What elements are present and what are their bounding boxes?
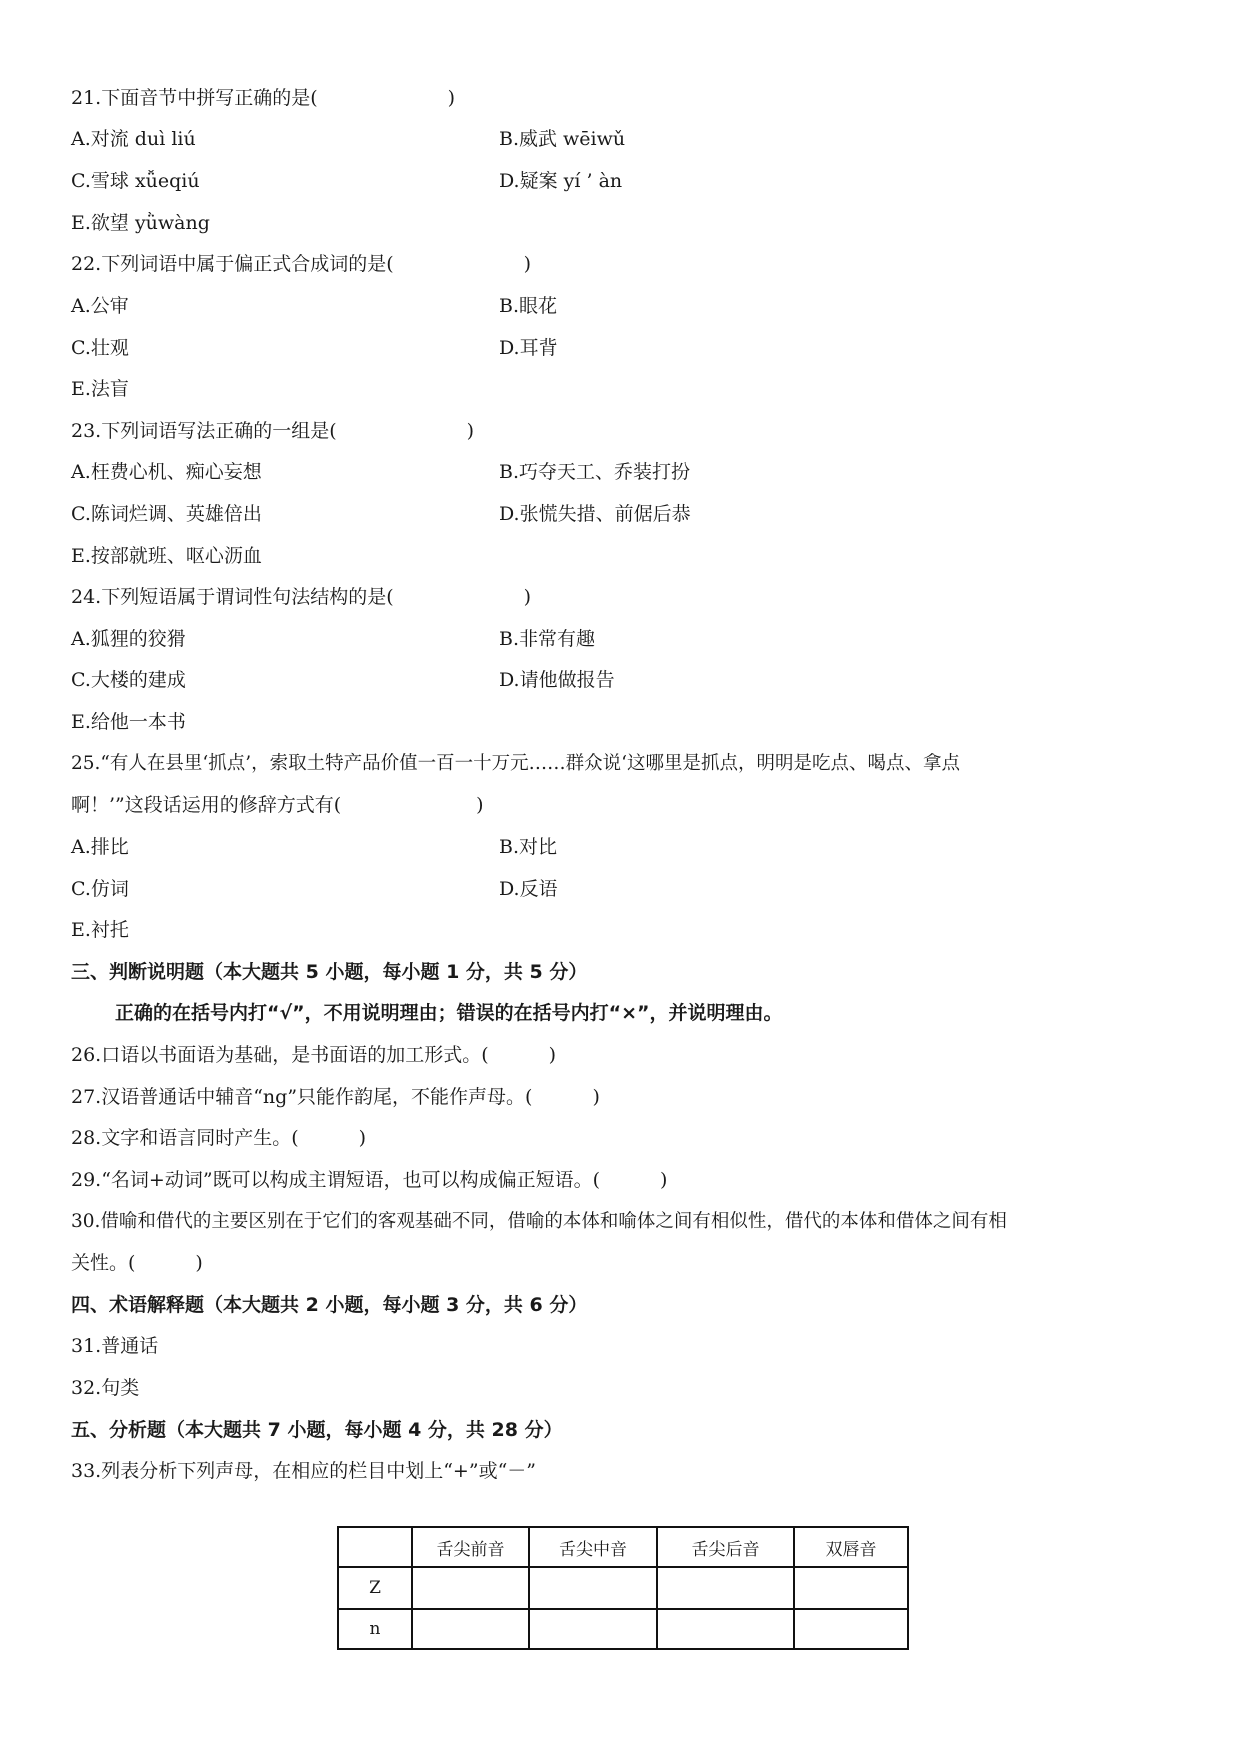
- q25-option-a: A.排比: [71, 836, 129, 858]
- question-23-text: 23.下列词语写法正确的一组是(: [71, 420, 337, 442]
- table-cell[interactable]: [412, 1567, 529, 1609]
- question-24-text: 24.下列短语属于谓词性句法结构的是(: [71, 586, 394, 608]
- q24-option-d: D.请他做报告: [499, 669, 615, 691]
- table-header-row: [338, 1527, 908, 1567]
- question-28-close-paren: ): [358, 1127, 367, 1149]
- q22-option-c: C.壮观: [71, 337, 129, 359]
- table-cell[interactable]: [529, 1609, 657, 1649]
- q25-option-e: E.衬托: [71, 919, 129, 941]
- question-23-close-paren: ): [466, 420, 475, 442]
- question-24-close-paren: ): [523, 586, 532, 608]
- q21-option-e: E.欲望 yǜwàng: [71, 212, 210, 234]
- section-3-title: 三、判断说明题（本大题共 5 小题，每小题 1 分，共 5 分）: [71, 961, 588, 983]
- table-row-label: Z: [338, 1567, 412, 1609]
- q22-option-a: A.公审: [71, 295, 129, 317]
- question-32: 32.句类: [71, 1377, 140, 1399]
- question-26-text: 26.口语以书面语为基础，是书面语的加工形式。(: [71, 1044, 489, 1066]
- table-header-cell: 舌尖后音: [657, 1527, 794, 1567]
- table-cell[interactable]: [412, 1609, 529, 1649]
- question-25-stem-line-1: 25.“有人在县里‘抓点’，索取土特产品价值一百一十万元……群众说‘这哪里是抓点，明明是吃点、喝点、拿点: [71, 753, 961, 774]
- section-5-title: 五、分析题（本大题共 7 小题，每小题 4 分，共 28 分）: [71, 1419, 563, 1441]
- q24-option-e: E.给他一本书: [71, 711, 186, 733]
- q23-option-c: C.陈词烂调、英雄倍出: [71, 503, 262, 525]
- q23-option-e: E.按部就班、呕心沥血: [71, 545, 262, 567]
- question-30-line-2: [71, 1251, 203, 1275]
- table-header-cell: 舌尖中音: [529, 1527, 657, 1567]
- question-33: 33.列表分析下列声母，在相应的栏目中划上“+”或“－”: [71, 1460, 536, 1482]
- question-22-close-paren: ): [523, 253, 532, 275]
- table-header-cell: 双唇音: [794, 1527, 908, 1567]
- question-31: 31.普通话: [71, 1335, 159, 1357]
- q22-option-e: E.法盲: [71, 378, 129, 400]
- question-29-close-paren: ): [659, 1169, 668, 1191]
- table-header-cell: [338, 1527, 412, 1567]
- question-26-close-paren: ): [548, 1044, 557, 1066]
- question-21-close-paren: ): [447, 87, 456, 109]
- table-cell[interactable]: [657, 1609, 794, 1649]
- q23-option-b: B.巧夺天工、乔装打扮: [499, 461, 691, 483]
- question-29-text: 29.“名词+动词”既可以构成主谓短语，也可以构成偏正短语。(: [71, 1169, 600, 1191]
- question-25-close-paren: ): [476, 794, 484, 816]
- question-25-stem-line-2: [71, 793, 484, 817]
- q24-option-b: B.非常有趣: [499, 628, 596, 650]
- q21-option-c: C.雪球 xǚeqiú: [71, 170, 200, 192]
- section-4-title: 四、术语解释题（本大题共 2 小题，每小题 3 分，共 6 分）: [71, 1294, 588, 1316]
- q24-option-c: C.大楼的建成: [71, 669, 186, 691]
- q21-option-d: D.疑案 yí ’ àn: [499, 170, 623, 192]
- q22-option-b: B.眼花: [499, 295, 558, 317]
- q21-option-a: A.对流 duì liú: [71, 128, 196, 150]
- question-30-text: 关性。(: [71, 1252, 136, 1274]
- question-27-text: 27.汉语普通话中辅音“ng”只能作韵尾，不能作声母。(: [71, 1086, 533, 1108]
- table-header-cell: 舌尖前音: [412, 1527, 529, 1567]
- question-25-text: 啊！’”这段话运用的修辞方式有(: [71, 794, 342, 816]
- q25-option-c: C.仿词: [71, 878, 129, 900]
- question-22-stem: [71, 252, 531, 276]
- question-30-close-paren: ): [195, 1252, 203, 1274]
- question-28: [71, 1126, 366, 1150]
- initials-analysis-table: [337, 1526, 909, 1650]
- q24-option-a: A.狐狸的狡猾: [71, 628, 186, 650]
- question-26: [71, 1043, 556, 1067]
- question-27: [71, 1085, 600, 1109]
- table-cell[interactable]: [794, 1567, 908, 1609]
- table-row-label: n: [338, 1609, 412, 1649]
- question-27-close-paren: ): [592, 1086, 600, 1108]
- q25-option-d: D.反语: [499, 878, 558, 900]
- question-24-stem: [71, 585, 531, 609]
- question-21-text: 21.下面音节中拼写正确的是(: [71, 87, 318, 109]
- section-3-instruction: 正确的在括号内打“√”，不用说明理由；错误的在括号内打“×”，并说明理由。: [115, 1002, 783, 1024]
- question-23-stem: [71, 419, 474, 443]
- table-row: [338, 1609, 908, 1649]
- q23-option-d: D.张慌失措、前倨后恭: [499, 503, 691, 525]
- table-cell[interactable]: [657, 1567, 794, 1609]
- table-row: [338, 1567, 908, 1609]
- q22-option-d: D.耳背: [499, 337, 558, 359]
- question-29: [71, 1168, 667, 1192]
- q21-option-b: B.威武 wēiwǔ: [499, 128, 626, 150]
- table-cell[interactable]: [794, 1609, 908, 1649]
- question-22-text: 22.下列词语中属于偏正式合成词的是(: [71, 253, 394, 275]
- table-cell[interactable]: [529, 1567, 657, 1609]
- question-28-text: 28.文字和语言同时产生。(: [71, 1127, 299, 1149]
- question-30-line-1: 30.借喻和借代的主要区别在于它们的客观基础不同，借喻的本体和喻体之间有相似性，借代的本体和借体之间有相: [71, 1211, 1007, 1232]
- q23-option-a: A.枉费心机、痴心妄想: [71, 461, 262, 483]
- q25-option-b: B.对比: [499, 836, 558, 858]
- question-21-stem: [71, 86, 455, 110]
